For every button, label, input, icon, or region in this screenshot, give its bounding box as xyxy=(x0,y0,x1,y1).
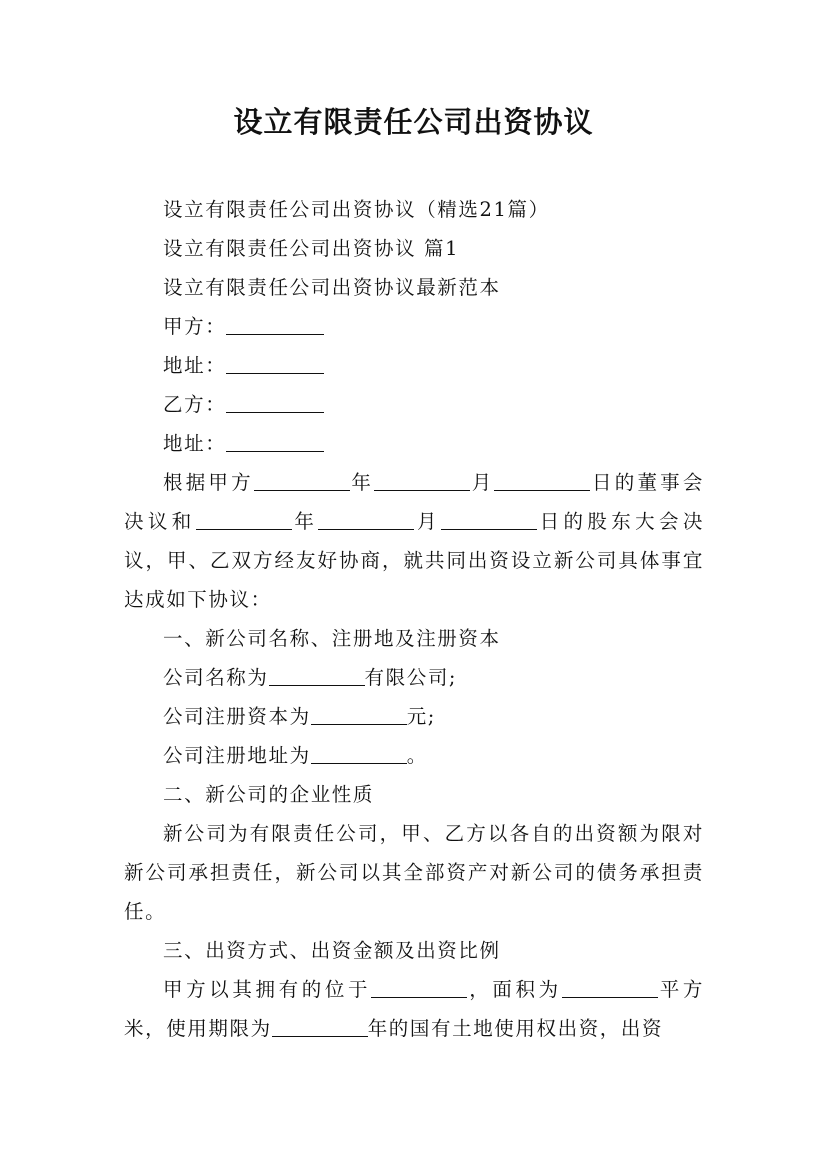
party-a-line xyxy=(124,307,704,346)
registered-address-blank xyxy=(311,744,407,765)
section3-heading: 三、出资方式、出资金额及出资比例 xyxy=(163,939,501,962)
para1-text: 年 xyxy=(349,471,375,494)
para1-text: 日的董事会决议和 xyxy=(124,471,704,533)
para1-text: 月 xyxy=(470,471,495,494)
section3-text: 年的国有土地使用权出资，出资 xyxy=(367,1017,664,1040)
para1-text: 日的股东大会决议，甲、乙双方经友好协商，就共同出资设立新公司具体事宜达成如下协议： xyxy=(124,510,704,611)
document-body xyxy=(124,190,704,1048)
capital-line xyxy=(124,697,704,736)
blank xyxy=(562,978,658,999)
blank xyxy=(441,510,537,531)
chapter-line: 设立有限责任公司出资协议 篇1 xyxy=(163,237,460,260)
registered-address-label: 公司注册地址为 xyxy=(163,744,311,767)
capital-blank xyxy=(311,705,407,726)
registered-address-suffix: 。 xyxy=(406,744,428,767)
blank xyxy=(374,471,470,492)
template-name-line: 设立有限责任公司出资协议最新范本 xyxy=(163,276,501,299)
para1-text: 年 xyxy=(291,510,319,533)
party-a-label: 甲方： xyxy=(163,315,227,338)
party-a-blank xyxy=(226,315,324,336)
address-b-label: 地址： xyxy=(163,432,227,455)
blank xyxy=(196,510,292,531)
blank xyxy=(318,510,414,531)
section3-text: ，面积为 xyxy=(467,978,562,1001)
address-a-label: 地址： xyxy=(163,354,227,377)
registered-address-line xyxy=(124,736,704,775)
blank xyxy=(272,1017,368,1038)
capital-label: 公司注册资本为 xyxy=(163,705,311,728)
address-a-line xyxy=(124,346,704,385)
blank xyxy=(254,471,350,492)
blank xyxy=(494,471,590,492)
address-a-blank xyxy=(226,354,324,375)
section3-paragraph xyxy=(124,970,704,1048)
company-name-label: 公司名称为 xyxy=(163,666,269,689)
para1-text: 根据甲方 xyxy=(163,471,254,494)
section2-heading: 二、新公司的企业性质 xyxy=(163,783,375,806)
address-b-line xyxy=(124,424,704,463)
blank xyxy=(371,978,467,999)
party-b-line xyxy=(124,385,704,424)
party-b-blank xyxy=(226,393,324,414)
capital-suffix: 元; xyxy=(406,705,436,728)
company-name-line xyxy=(124,658,704,697)
section1-heading: 一、新公司名称、注册地及注册资本 xyxy=(163,627,501,650)
subtitle-line: 设立有限责任公司出资协议（精选21篇） xyxy=(163,198,550,221)
document-title: 设立有限责任公司出资协议 xyxy=(233,105,594,139)
company-name-blank xyxy=(269,666,365,687)
para1-text: 月 xyxy=(414,510,441,533)
resolution-paragraph xyxy=(124,463,704,619)
address-b-blank xyxy=(226,432,324,453)
section3-text: 平方米，使用期限为 xyxy=(124,978,705,1040)
section3-text: 甲方以其拥有的位于 xyxy=(163,978,372,1001)
party-b-label: 乙方： xyxy=(163,393,227,416)
section2-paragraph: 新公司为有限责任公司，甲、乙方以各自的出资额为限对新公司承担责任，新公司以其全部资产对新公司的债务承担责任。 xyxy=(124,822,704,923)
company-name-suffix: 有限公司; xyxy=(364,666,458,689)
